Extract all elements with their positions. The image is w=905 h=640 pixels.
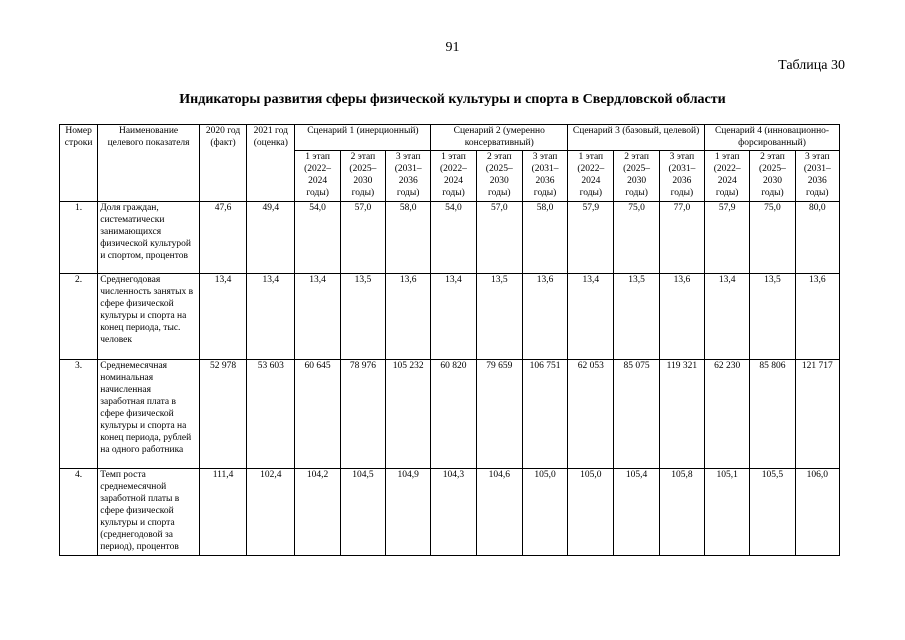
value-cell: 47,6 — [199, 202, 246, 274]
header-stage-2: 2 этап (2025–2030 годы) — [476, 151, 522, 202]
value-cell: 121 717 — [795, 360, 839, 469]
value-cell: 105,5 — [750, 469, 795, 556]
table-label: Таблица 30 — [778, 58, 845, 73]
value-cell: 104,5 — [340, 469, 385, 556]
value-cell: 13,4 — [431, 274, 476, 360]
table-row — [60, 274, 840, 360]
value-cell: 60 820 — [431, 360, 476, 469]
header-stage-3: 3 этап (2031–2036 годы) — [386, 151, 431, 202]
value-cell: 53 603 — [247, 360, 295, 469]
value-cell: 75,0 — [614, 202, 659, 274]
value-cell: 104,2 — [295, 469, 340, 556]
header-stage-3: 3 этап (2031–2036 годы) — [522, 151, 567, 202]
value-cell: 13,4 — [247, 274, 295, 360]
value-cell: 13,4 — [199, 274, 246, 360]
value-cell: 13,4 — [568, 274, 614, 360]
page-number: 91 — [445, 40, 460, 55]
value-cell: 13,6 — [386, 274, 431, 360]
header-stage-3: 3 этап (2031–2036 годы) — [795, 151, 839, 202]
value-cell: 104,6 — [476, 469, 522, 556]
value-cell: 57,0 — [476, 202, 522, 274]
row-number: 3. — [60, 360, 98, 469]
value-cell: 13,6 — [522, 274, 567, 360]
header-stage-3: 3 этап (2031–2036 годы) — [659, 151, 704, 202]
row-number: 1. — [60, 202, 98, 274]
value-cell: 62 230 — [705, 360, 750, 469]
value-cell: 58,0 — [386, 202, 431, 274]
value-cell: 78 976 — [340, 360, 385, 469]
value-cell: 80,0 — [795, 202, 839, 274]
header-scenario-2: Сценарий 2 (умеренно консервативный) — [431, 125, 568, 151]
value-cell: 57,0 — [340, 202, 385, 274]
value-cell: 52 978 — [199, 360, 246, 469]
value-cell: 75,0 — [750, 202, 795, 274]
value-cell: 105,0 — [522, 469, 567, 556]
header-2021: 2021 год (оценка) — [247, 125, 295, 202]
header-scenario-4: Сценарий 4 (инновационно-форсированный) — [705, 125, 840, 151]
value-cell: 13,4 — [295, 274, 340, 360]
header-row-number: Номер строки — [60, 125, 98, 202]
indicators-table — [59, 124, 840, 556]
value-cell: 77,0 — [659, 202, 704, 274]
value-cell: 106,0 — [795, 469, 839, 556]
value-cell: 111,4 — [199, 469, 246, 556]
table-row — [60, 360, 840, 469]
value-cell: 105 232 — [386, 360, 431, 469]
value-cell: 13,5 — [476, 274, 522, 360]
value-cell: 104,3 — [431, 469, 476, 556]
header-indicator-name: Наименование целевого показателя — [98, 125, 200, 202]
indicator-name: Среднемесячная номинальная начисленная заработная плата в сфере физической культуры и спорта на конец периода, рублей на одного работника — [98, 360, 200, 469]
indicator-name: Темп роста среднемесячной заработной платы в сфере физической культуры и спорта (среднегодовой за период), процентов — [98, 469, 200, 556]
value-cell: 79 659 — [476, 360, 522, 469]
document-title: Индикаторы развития сферы физической культуры и спорта в Свердловской области — [179, 92, 726, 107]
header-scenario-1: Сценарий 1 (инерционный) — [295, 125, 431, 151]
table-row — [60, 202, 840, 274]
value-cell: 13,5 — [750, 274, 795, 360]
value-cell: 85 806 — [750, 360, 795, 469]
table-row — [60, 469, 840, 556]
value-cell: 49,4 — [247, 202, 295, 274]
header-2020: 2020 год (факт) — [199, 125, 246, 202]
header-stage-2: 2 этап (2025–2030 годы) — [340, 151, 385, 202]
value-cell: 13,4 — [705, 274, 750, 360]
value-cell: 105,8 — [659, 469, 704, 556]
value-cell: 85 075 — [614, 360, 659, 469]
value-cell: 105,1 — [705, 469, 750, 556]
header-scenario-3: Сценарий 3 (базовый, целевой) — [568, 125, 705, 151]
value-cell: 57,9 — [568, 202, 614, 274]
value-cell: 105,0 — [568, 469, 614, 556]
value-cell: 105,4 — [614, 469, 659, 556]
value-cell: 57,9 — [705, 202, 750, 274]
value-cell: 102,4 — [247, 469, 295, 556]
indicator-name: Среднегодовая численность занятых в сфере физической культуры и спорта на конец периода, тыс. человек — [98, 274, 200, 360]
header-stage-2: 2 этап (2025–2030 годы) — [614, 151, 659, 202]
header-stage-1: 1 этап (2022–2024 годы) — [295, 151, 340, 202]
value-cell: 60 645 — [295, 360, 340, 469]
row-number: 2. — [60, 274, 98, 360]
header-stage-1: 1 этап (2022–2024 годы) — [568, 151, 614, 202]
value-cell: 13,5 — [340, 274, 385, 360]
header-stage-2: 2 этап (2025–2030 годы) — [750, 151, 795, 202]
value-cell: 106 751 — [522, 360, 567, 469]
value-cell: 54,0 — [295, 202, 340, 274]
value-cell: 58,0 — [522, 202, 567, 274]
value-cell: 104,9 — [386, 469, 431, 556]
header-stage-1: 1 этап (2022–2024 годы) — [705, 151, 750, 202]
value-cell: 13,6 — [659, 274, 704, 360]
header-stage-1: 1 этап (2022–2024 годы) — [431, 151, 476, 202]
value-cell: 62 053 — [568, 360, 614, 469]
value-cell: 119 321 — [659, 360, 704, 469]
value-cell: 13,5 — [614, 274, 659, 360]
value-cell: 54,0 — [431, 202, 476, 274]
row-number: 4. — [60, 469, 98, 556]
indicator-name: Доля граждан, систематически занимающихся физической культурой и спортом, процентов — [98, 202, 200, 274]
value-cell: 13,6 — [795, 274, 839, 360]
